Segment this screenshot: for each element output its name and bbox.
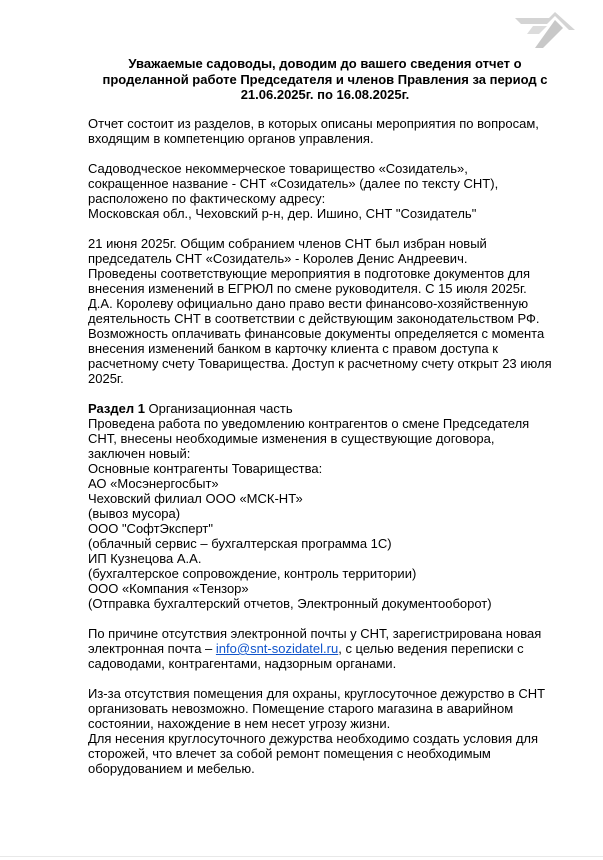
house-roof-logo-icon [513, 12, 575, 48]
text-line: сторожей, что влечет за собой ремонт помещения с необходимым [88, 746, 491, 761]
text-line: организовать невозможно. Помещение старого магазина в аварийном [88, 701, 514, 716]
contractor-note: (облачный сервис – бухгалтерская программа 1С) [88, 536, 392, 551]
contractor-line: ООО "СофтЭксперт" [88, 521, 214, 536]
contractor-note: (вывоз мусора) [88, 506, 181, 521]
contractor-line: Чеховский филиал ООО «МСК-НТ» [88, 491, 303, 506]
text-line: Основные контрагенты Товарищества: [88, 461, 323, 476]
security-paragraph [88, 686, 578, 776]
text-line: расчетному счету Товарищества. Доступ к расчетному счету открыт 23 июля [88, 356, 552, 371]
text-line: расположено по фактическому адресу: [88, 191, 326, 206]
text-line: заключен новый: [88, 446, 191, 461]
text-line: состоянии, нахождение в нем несет угрозу жизни. [88, 716, 391, 731]
report-body [88, 116, 578, 776]
title-line: 21.06.2025г. по 16.08.2025г. [240, 87, 410, 102]
text-span: , с целью ведения переписки с [338, 641, 524, 656]
text-line: председатель СНТ «Созидатель» - Королев Денис Андреевич. [88, 251, 468, 266]
contractor-note: (бухгалтерское сопровождение, контроль территории) [88, 566, 417, 581]
text-line: деятельность СНТ в соответствии с действующим законодательством РФ. [88, 311, 540, 326]
text-line: Для несения круглосуточного дежурства необходимо создать условия для [88, 731, 539, 746]
text-line: СНТ, внесены необходимые изменения в существующие договора, [88, 431, 495, 446]
text-line: оборудованием и мебелью. [88, 761, 255, 776]
contractor-line: АО «Мосэнергосбыт» [88, 476, 219, 491]
text-line: садоводами, контрагентами, надзорным органами. [88, 656, 397, 671]
text-line: Д.А. Королеву официально дано право вести финансово-хозяйственную [88, 296, 529, 311]
text-line: Проведены соответствующие мероприятия в подготовке документов для [88, 266, 531, 281]
section-heading [88, 401, 578, 416]
text-span: электронная почта – [88, 641, 216, 656]
text-line: Отчет состоит из разделов, в которых описаны мероприятия по вопросам, [88, 116, 539, 131]
text-line: 2025г. [88, 371, 124, 386]
page-bottom-divider [0, 856, 603, 857]
intro-paragraph [88, 116, 578, 146]
email-link[interactable]: info@snt-sozidatel.ru [215, 641, 339, 656]
text-line: внесения изменений в ЕГРЮЛ по смене руководителя. С 15 июля 2025г. [88, 281, 527, 296]
text-line: внесения изменений банком в карточку клиента с правом доступа к [88, 341, 498, 356]
title-line: проделанной работе Председателя и членов Правления за период с [102, 71, 548, 87]
contractor-line: ИП Кузнецова А.А. [88, 551, 202, 566]
chairman-paragraph [88, 236, 578, 386]
address-line: Московская обл., Чеховский р-н, дер. Ишино, СНТ "Созидатель" [88, 206, 477, 221]
report-title [80, 56, 570, 103]
title-line: Уважаемые садоводы, доводим до вашего сведения отчет о [128, 56, 522, 71]
text-line: Садоводческое некоммерческое товарищество «Созидатель», [88, 161, 468, 176]
text-line: входящим в компетенцию органов управления. [88, 131, 374, 146]
text-line: 21 июня 2025г. Общим собранием членов СНТ был избран новый [88, 236, 487, 251]
text-line: Из-за отсутствия помещения для охраны, круглосуточное дежурство в СНТ [88, 686, 546, 701]
email-paragraph [88, 626, 578, 671]
contractor-line: ООО «Компания «Тензор» [88, 581, 249, 596]
text-line: По причине отсутствия электронной почты у СНТ, зарегистрирована новая [88, 626, 542, 641]
contractor-note: (Отправка бухгалтерский отчетов, Электронный документооборот) [88, 596, 492, 611]
section-number: Раздел 1 [88, 401, 145, 416]
text-line: Возможность оплачивать финансовые документы определяется с момента [88, 326, 545, 341]
org-info-paragraph [88, 161, 578, 221]
text-line: Проведена работа по уведомлению контрагентов о смене Председателя [88, 416, 530, 431]
text-line: сокращенное название - СНТ «Созидатель» (далее по тексту СНТ), [88, 176, 499, 191]
section-title: Организационная часть [144, 401, 293, 416]
section-1 [88, 401, 578, 611]
text-line [88, 641, 578, 656]
